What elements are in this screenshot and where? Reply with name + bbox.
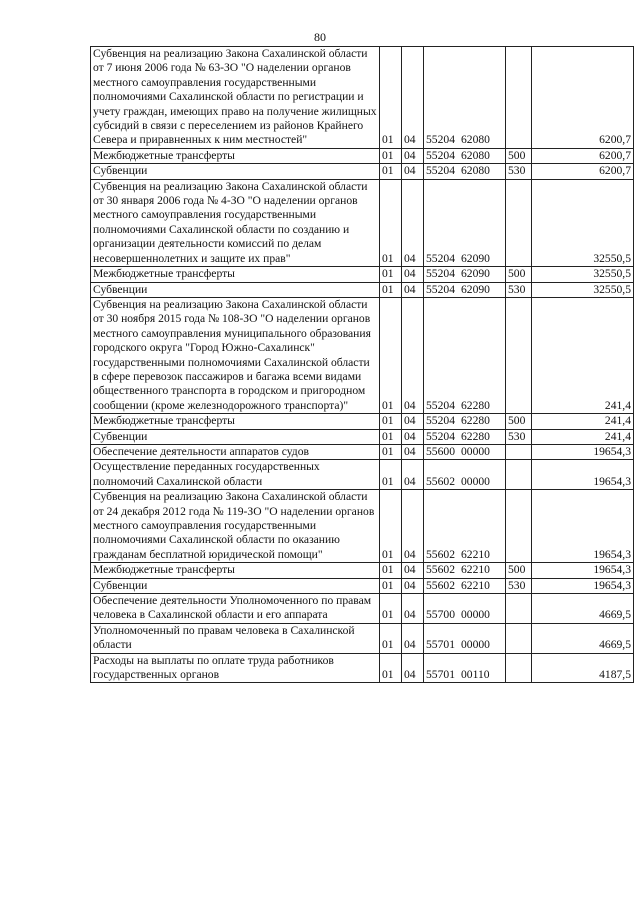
row-amount: 32550,5: [532, 282, 634, 297]
row-program-code: 55700: [426, 608, 455, 622]
row-target-article: [424, 267, 506, 282]
row-program-code: 55602: [426, 547, 455, 561]
row-program-code: 55701: [426, 668, 455, 682]
row-direction-code: 62210: [460, 547, 490, 561]
row-direction-code: 62090: [460, 251, 490, 265]
row-program-code: 55701: [426, 638, 455, 652]
row-direction-code: 62210: [460, 563, 490, 577]
table-row: [91, 429, 634, 444]
row-program-code: 55602: [426, 474, 455, 488]
row-direction-code: 62280: [460, 398, 490, 412]
row-expense-type: [506, 623, 532, 653]
row-section: 01: [380, 267, 402, 282]
row-target-article: [424, 623, 506, 653]
row-program-code: 55602: [426, 578, 455, 592]
row-amount: 6200,7: [532, 148, 634, 163]
row-name: Субвенция на реализацию Закона Сахалинской области от 30 ноября 2015 года № 108-ЗО "О наделении органов местного самоуправления муниципального образования городского округа "Город Южно-Сахалинск" государственными полномочиями Сахалинской области в сфере перевозок пассажиров и багажа всеми видами общественного транспорта в городском и пригородном сообщении (кроме железнодорожного транспорта)": [91, 297, 380, 413]
row-section: 01: [380, 297, 402, 413]
row-target-article: [424, 164, 506, 179]
row-name: Субвенции: [91, 282, 380, 297]
row-subsection: 04: [402, 444, 424, 459]
row-subsection: 04: [402, 414, 424, 429]
row-program-code: 55204: [426, 414, 455, 428]
row-direction-code: 00000: [460, 608, 490, 622]
page-number: 80: [314, 30, 326, 44]
row-section: 01: [380, 578, 402, 593]
row-program-code: 55204: [426, 282, 455, 296]
row-name: Субвенция на реализацию Закона Сахалинской области от 7 июня 2006 года № 63-ЗО "О наделении органов местного самоуправления государственными полномочиями Сахалинской области по регистрации и учету граждан, имеющих право на получение жилищных субсидий в связи с переселением из районов Крайнего Севера и приравненных к ним местностей": [91, 47, 380, 149]
row-amount: 6200,7: [532, 164, 634, 179]
row-target-article: [424, 594, 506, 624]
row-section: 01: [380, 414, 402, 429]
row-program-code: 55204: [426, 251, 455, 265]
row-target-article: [424, 653, 506, 683]
row-direction-code: 00000: [460, 638, 490, 652]
table-row: [91, 623, 634, 653]
row-amount: 241,4: [532, 414, 634, 429]
row-section: 01: [380, 164, 402, 179]
row-name: Обеспечение деятельности Уполномоченного по правам человека в Сахалинской области и его аппарата: [91, 594, 380, 624]
row-name: Уполномоченный по правам человека в Сахалинской области: [91, 623, 380, 653]
row-expense-type: 500: [506, 267, 532, 282]
row-expense-type: [506, 179, 532, 266]
row-subsection: 04: [402, 267, 424, 282]
row-section: 01: [380, 148, 402, 163]
row-subsection: 04: [402, 148, 424, 163]
row-amount: 32550,5: [532, 267, 634, 282]
row-target-article: [424, 148, 506, 163]
row-expense-type: [506, 47, 532, 149]
row-amount: 6200,7: [532, 47, 634, 149]
row-target-article: [424, 179, 506, 266]
row-subsection: 04: [402, 179, 424, 266]
row-name: Расходы на выплаты по оплате труда работников государственных органов: [91, 653, 380, 683]
row-expense-type: 530: [506, 578, 532, 593]
row-target-article: [424, 563, 506, 578]
row-amount: 19654,3: [532, 444, 634, 459]
row-direction-code: 62080: [460, 148, 490, 162]
table-row: [91, 267, 634, 282]
row-direction-code: 62080: [460, 133, 490, 147]
table-row: [91, 164, 634, 179]
row-name: Межбюджетные трансферты: [91, 267, 380, 282]
row-program-code: 55600: [426, 444, 455, 458]
row-section: 01: [380, 623, 402, 653]
row-program-code: 55204: [426, 148, 455, 162]
row-direction-code: 62090: [460, 282, 490, 296]
row-direction-code: 62280: [460, 414, 490, 428]
row-expense-type: 500: [506, 563, 532, 578]
row-section: 01: [380, 282, 402, 297]
row-section: 01: [380, 444, 402, 459]
table-row: [91, 414, 634, 429]
table-row: [91, 578, 634, 593]
row-name: Субвенция на реализацию Закона Сахалинской области от 24 декабря 2012 года № 119-ЗО "О наделении органов местного самоуправления государственными полномочиями Сахалинской области по оказанию гражданам бесплатной юридической помощи": [91, 490, 380, 563]
row-direction-code: 00110: [460, 668, 490, 682]
table-row: [91, 490, 634, 563]
row-amount: 4669,5: [532, 623, 634, 653]
row-name: Межбюджетные трансферты: [91, 148, 380, 163]
row-amount: 32550,5: [532, 179, 634, 266]
row-amount: 19654,3: [532, 490, 634, 563]
row-section: 01: [380, 429, 402, 444]
row-name: Субвенции: [91, 578, 380, 593]
row-amount: 4187,5: [532, 653, 634, 683]
row-section: 01: [380, 653, 402, 683]
row-subsection: 04: [402, 282, 424, 297]
row-program-code: 55602: [426, 563, 455, 577]
row-program-code: 55204: [426, 398, 455, 412]
row-subsection: 04: [402, 563, 424, 578]
row-direction-code: 00000: [460, 444, 490, 458]
row-amount: 19654,3: [532, 578, 634, 593]
row-subsection: 04: [402, 297, 424, 413]
row-name: Осуществление переданных государственных полномочий Сахалинской области: [91, 460, 380, 490]
row-program-code: 55204: [426, 429, 455, 443]
table-row: [91, 148, 634, 163]
budget-table: [90, 46, 634, 683]
row-direction-code: 62080: [460, 164, 490, 178]
row-target-article: [424, 429, 506, 444]
row-name: Межбюджетные трансферты: [91, 563, 380, 578]
table-row: [91, 179, 634, 266]
row-expense-type: 500: [506, 148, 532, 163]
row-expense-type: [506, 460, 532, 490]
table-row: [91, 563, 634, 578]
row-expense-type: [506, 490, 532, 563]
row-section: 01: [380, 490, 402, 563]
row-subsection: 04: [402, 47, 424, 149]
table-row: [91, 460, 634, 490]
row-amount: 241,4: [532, 429, 634, 444]
row-program-code: 55204: [426, 164, 455, 178]
row-target-article: [424, 297, 506, 413]
row-name: Обеспечение деятельности аппаратов судов: [91, 444, 380, 459]
row-subsection: 04: [402, 623, 424, 653]
row-subsection: 04: [402, 653, 424, 683]
row-expense-type: [506, 297, 532, 413]
row-name: Межбюджетные трансферты: [91, 414, 380, 429]
row-section: 01: [380, 179, 402, 266]
row-section: 01: [380, 563, 402, 578]
row-expense-type: [506, 594, 532, 624]
row-target-article: [424, 490, 506, 563]
row-section: 01: [380, 47, 402, 149]
table-row: [91, 282, 634, 297]
row-section: 01: [380, 594, 402, 624]
row-subsection: 04: [402, 460, 424, 490]
row-amount: 241,4: [532, 297, 634, 413]
row-name: Субвенции: [91, 429, 380, 444]
row-expense-type: 500: [506, 414, 532, 429]
row-target-article: [424, 47, 506, 149]
table-row: [91, 297, 634, 413]
row-amount: 19654,3: [532, 563, 634, 578]
row-subsection: 04: [402, 164, 424, 179]
row-subsection: 04: [402, 594, 424, 624]
row-program-code: 55204: [426, 133, 455, 147]
row-direction-code: 00000: [460, 474, 490, 488]
row-program-code: 55204: [426, 267, 455, 281]
row-target-article: [424, 414, 506, 429]
row-name: Субвенция на реализацию Закона Сахалинской области от 30 января 2006 года № 4-ЗО "О наделении органов местного самоуправления государственными полномочиями Сахалинской области по созданию и организации деятельности комиссий по делам несовершеннолетних и защите их прав": [91, 179, 380, 266]
row-amount: 19654,3: [532, 460, 634, 490]
row-target-article: [424, 460, 506, 490]
row-section: 01: [380, 460, 402, 490]
row-expense-type: 530: [506, 164, 532, 179]
row-target-article: [424, 578, 506, 593]
table-row: [91, 594, 634, 624]
table-row: [91, 47, 634, 149]
row-subsection: 04: [402, 490, 424, 563]
table-row: [91, 444, 634, 459]
row-direction-code: 62090: [460, 267, 490, 281]
row-target-article: [424, 282, 506, 297]
row-subsection: 04: [402, 578, 424, 593]
row-expense-type: [506, 653, 532, 683]
row-expense-type: [506, 444, 532, 459]
row-amount: 4669,5: [532, 594, 634, 624]
row-subsection: 04: [402, 429, 424, 444]
row-expense-type: 530: [506, 429, 532, 444]
row-name: Субвенции: [91, 164, 380, 179]
row-direction-code: 62280: [460, 429, 490, 443]
row-expense-type: 530: [506, 282, 532, 297]
table-row: [91, 653, 634, 683]
row-direction-code: 62210: [460, 578, 490, 592]
row-target-article: [424, 444, 506, 459]
